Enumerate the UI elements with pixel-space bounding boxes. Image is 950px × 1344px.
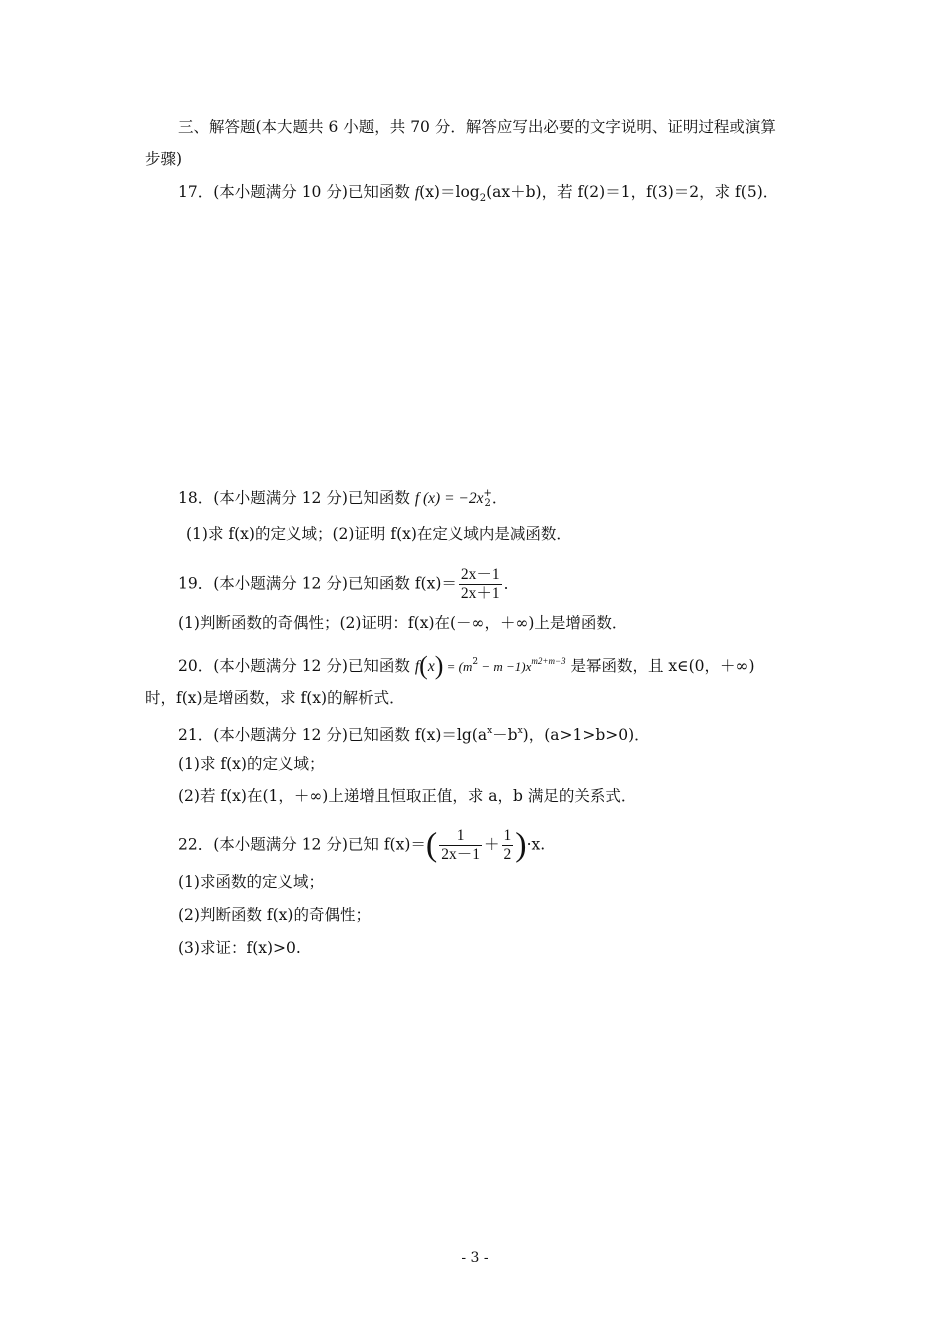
question-21-part2: (2)若 f(x)在(1，＋∞)上递增且恒取正值，求 a，b 满足的关系式． bbox=[178, 787, 637, 805]
section-heading: 三、解答题(本大题共 6 小题，共 70 分．解答应写出必要的文字说明、证明过程或演算 bbox=[178, 118, 776, 136]
q18-prefix: 18．(本小题满分 12 分)已知函数 bbox=[178, 489, 415, 507]
q17-f: f bbox=[414, 184, 420, 201]
q19-prefix: 19．(本小题满分 12 分)已知函数 f(x)＝ bbox=[178, 574, 457, 593]
q20-prefix: 20．(本小题满分 12 分)已知函数 bbox=[178, 657, 415, 675]
q20-mid2: − m −1)x bbox=[478, 659, 532, 674]
q20-x: x bbox=[427, 658, 435, 675]
q22-paren-open: ( bbox=[425, 826, 438, 864]
q20-f: f bbox=[414, 658, 420, 675]
q20-rest: 是幂函数，且 x∈(0，＋∞) bbox=[565, 657, 755, 675]
q18-end: ． bbox=[491, 489, 508, 507]
question-18-parts: (1)求 f(x)的定义域；(2)证明 f(x)在定义域内是减函数． bbox=[186, 525, 572, 543]
q22-prefix: 22．(本小题满分 12 分)已知 f(x)＝ bbox=[178, 835, 426, 854]
question-22-part2: (2)判断函数 f(x)的奇偶性； bbox=[178, 906, 371, 924]
q18-func: f (x) = −2x bbox=[414, 490, 484, 507]
q19-denominator: 2x＋1 bbox=[460, 585, 500, 602]
section-heading-cont: 步骤) bbox=[145, 150, 183, 168]
question-17 bbox=[178, 182, 778, 209]
q20-paren-open: ( bbox=[419, 651, 428, 680]
q20-square: 2 bbox=[472, 657, 479, 667]
q17-arg: (ax＋b)，若 bbox=[486, 183, 578, 201]
q22-end: ·x. bbox=[526, 835, 546, 854]
question-22-part3: (3)求证：f(x)>0. bbox=[178, 939, 301, 957]
question-20 bbox=[178, 651, 755, 680]
q22-fraction-1: $\frac{1}{2x-1}$ bbox=[441, 827, 480, 863]
q20-paren-close: ) bbox=[434, 651, 444, 680]
q22-plus: ＋ bbox=[484, 835, 500, 854]
q22-paren-close: ) bbox=[515, 826, 527, 864]
question-19-parts: (1)判断函数的奇偶性；(2)证明：f(x)在(－∞，＋∞)上是增函数． bbox=[178, 614, 628, 632]
q19-fraction bbox=[459, 566, 502, 603]
question-19 bbox=[178, 566, 519, 603]
question-22-part1: (1)求函数的定义域； bbox=[178, 873, 324, 891]
q19-end: ． bbox=[503, 574, 520, 593]
q18-exponent: + 2 bbox=[483, 488, 492, 509]
q17-prefix: 17．(本小题满分 10 分)已知函数 bbox=[178, 183, 415, 201]
page-number: - 3 - bbox=[461, 1250, 489, 1266]
q20-exponent: m2+m−3 bbox=[531, 656, 566, 666]
q21-minus: －b bbox=[492, 726, 518, 744]
question-20-cont: 时，f(x)是增函数，求 f(x)的解析式． bbox=[145, 689, 405, 707]
q21-b-exp: x bbox=[517, 726, 523, 736]
q21-prefix: 21．(本小题满分 12 分)已知函数 f(x)＝lg(a bbox=[178, 726, 488, 744]
q17-cond: f(2)＝1，f(3)＝2，求 f(5)． bbox=[577, 183, 779, 201]
question-18 bbox=[178, 488, 507, 509]
q17-log-base: 2 bbox=[479, 193, 487, 204]
question-21-part1: (1)求 f(x)的定义域； bbox=[178, 755, 325, 773]
question-22 bbox=[178, 827, 545, 864]
q21-a-exp: x bbox=[487, 726, 493, 736]
q20-mid: = (m bbox=[443, 659, 473, 674]
q21-rest: )，(a>1>b>0)． bbox=[522, 726, 650, 744]
q17-x: (x) bbox=[419, 183, 440, 201]
question-21 bbox=[178, 721, 650, 745]
q22-fraction-2: $\frac{1}{2}$ bbox=[503, 827, 512, 863]
q19-numerator: 2x－1 bbox=[460, 566, 500, 583]
q17-eq: ＝log bbox=[439, 183, 480, 201]
